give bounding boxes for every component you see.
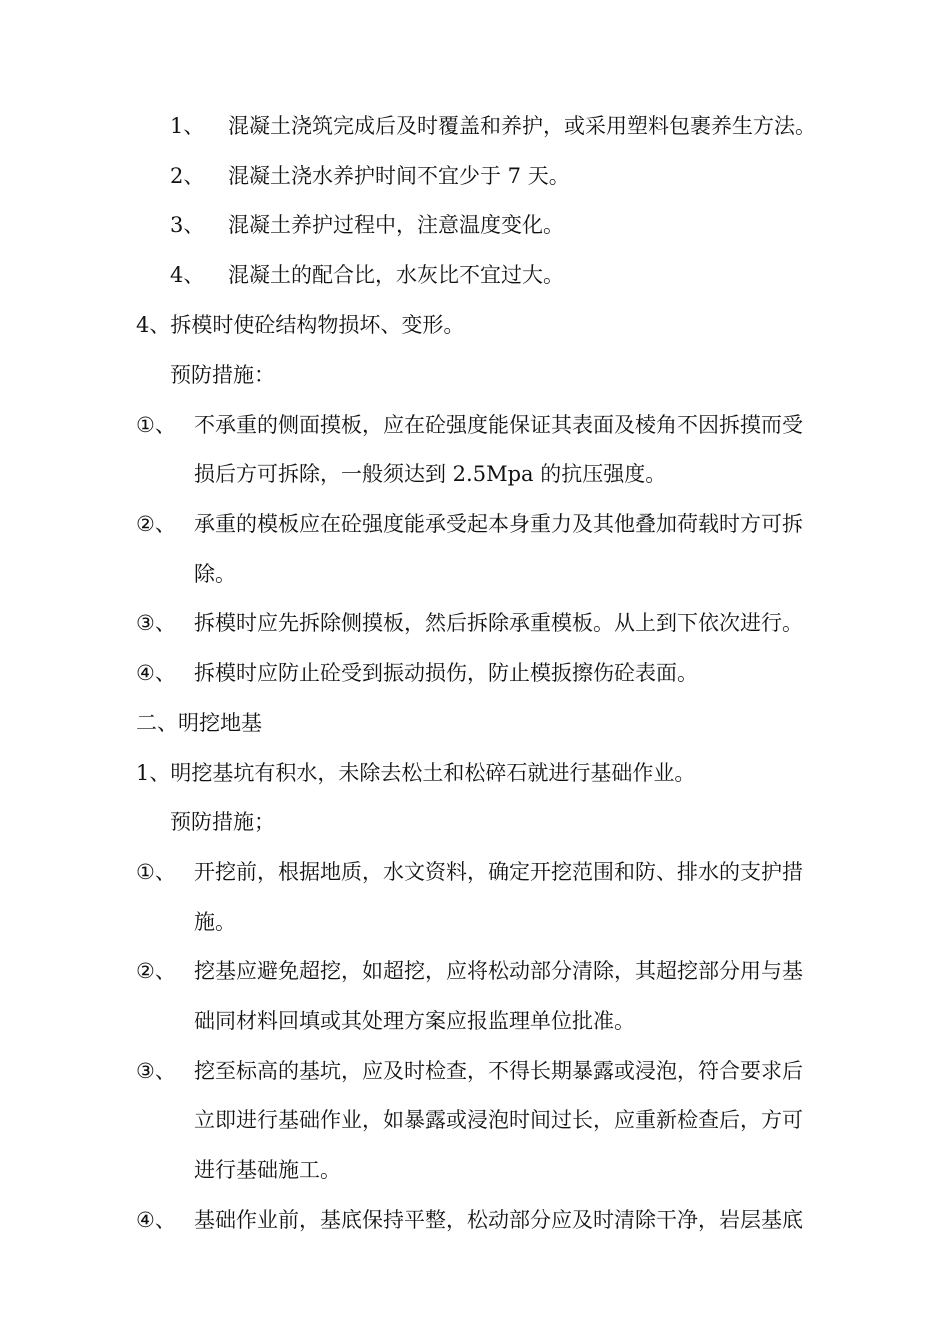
sub-item-text: 混凝土养护过程中，注意温度变化。	[228, 213, 564, 237]
sub-item-number: 2、	[170, 164, 205, 188]
sub-item-text: 混凝土浇水养护时间不宜少于 7 天。	[228, 164, 570, 188]
measure-number: ①、	[136, 860, 176, 884]
measure-text: 拆模时应防止砼受到振动损伤，防止模扳擦伤砼表面。	[194, 661, 698, 685]
measure-text: 基础作业前，基底保持平整，松动部分应及时清除干净，岩层基底	[194, 1208, 803, 1232]
issue-heading: 4、拆模时使砼结构物损坏、变形。	[136, 313, 465, 337]
measure-text: 施。	[194, 910, 236, 934]
measure-number: ③、	[136, 611, 176, 635]
sub-item-text: 混凝土浇筑完成后及时覆盖和养护，或采用塑料包裹养生方法。	[228, 114, 816, 138]
measure-text: 承重的模板应在砼强度能承受起本身重力及其他叠加荷载时方可拆	[194, 512, 803, 536]
measure-text: 挖基应避免超挖，如超挖，应将松动部分清除，其超挖部分用与基	[194, 959, 803, 983]
measure-text: 立即进行基础作业，如暴露或浸泡时间过长，应重新检查后，方可	[194, 1108, 803, 1132]
measure-number: ③、	[136, 1059, 176, 1083]
sub-item-text: 混凝土的配合比，水灰比不宜过大。	[228, 263, 564, 287]
measure-number: ④、	[136, 1208, 176, 1232]
measure-text: 进行基础施工。	[194, 1158, 341, 1182]
measure-text: 除。	[194, 562, 236, 586]
measure-text: 不承重的侧面摸板，应在砼强度能保证其表面及棱角不因拆摸而受	[194, 413, 803, 437]
measure-number: ②、	[136, 959, 176, 983]
measure-text: 损后方可拆除，一般须达到 2.5Mpa 的抗压强度。	[194, 462, 667, 486]
sub-item-number: 4、	[170, 263, 205, 287]
issue-heading: 1、明挖基坑有积水，未除去松土和松碎石就进行基础作业。	[136, 761, 696, 785]
prevention-label: 预防措施：	[170, 363, 275, 387]
measure-text: 础同材料回填或其处理方案应报监理单位批准。	[194, 1009, 635, 1033]
section-heading: 二、明挖地基	[136, 711, 262, 735]
measure-text: 开挖前，根据地质，水文资料，确定开挖范围和防、排水的支护措	[194, 860, 803, 884]
measure-text: 拆模时应先拆除侧摸板，然后拆除承重模板。从上到下依次进行。	[194, 611, 803, 635]
prevention-label: 预防措施；	[170, 810, 275, 834]
measure-number: ②、	[136, 512, 176, 536]
measure-number: ①、	[136, 413, 176, 437]
measure-number: ④、	[136, 661, 176, 685]
measure-text: 挖至标高的基坑，应及时检查，不得长期暴露或浸泡，符合要求后	[194, 1059, 803, 1083]
sub-item-number: 3、	[170, 213, 205, 237]
sub-item-number: 1、	[170, 114, 205, 138]
